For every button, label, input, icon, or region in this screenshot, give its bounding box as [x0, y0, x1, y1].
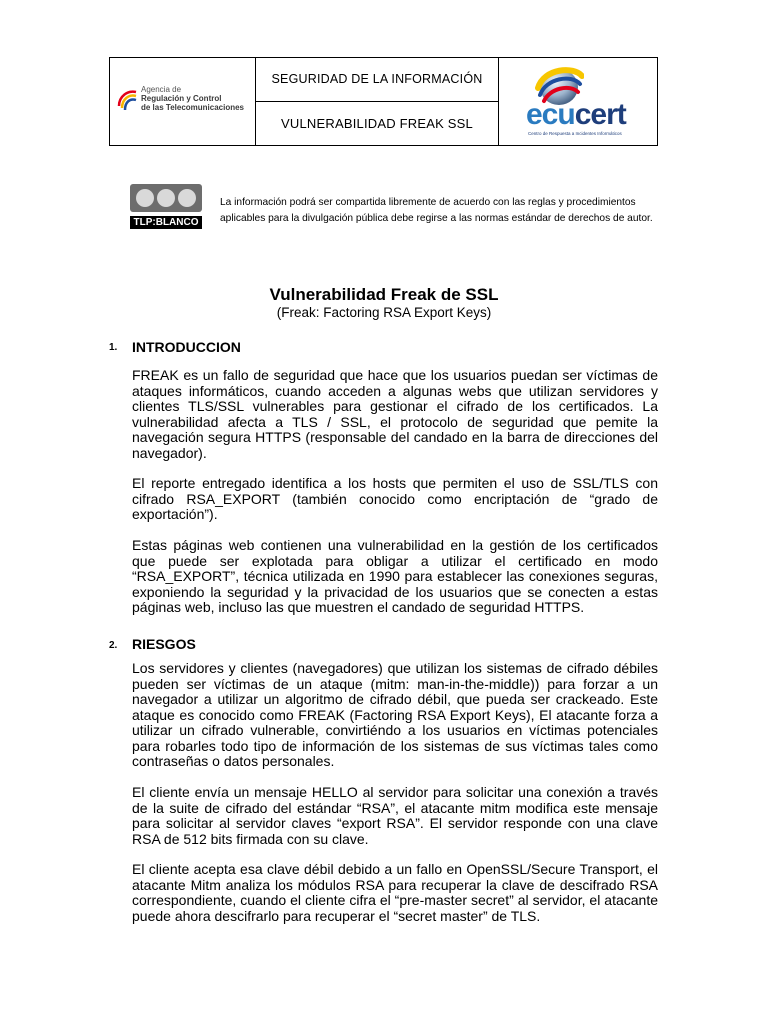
- ecucert-logo: [506, 62, 654, 142]
- ecucert-wordmark-cert: cert: [574, 98, 626, 131]
- paragraph: Estas páginas web contienen una vulnerabilidad en la gestión de los certificados que puede ser explotada para obligar a utilizar el certificado en modo “RSA_EXPORT”, técnica utilizada en 1990 para establecer las conexiones seguras, exponiendo la seguridad y la privacidad de los usuarios que se conecten a estas páginas web, incluso las que muestren el candado de seguridad HTTPS.: [132, 537, 658, 615]
- document-subtitle: (Freak: Factoring RSA Export Keys): [276, 305, 492, 320]
- paragraph: El reporte entregado identifica a los hosts que permiten el uso de SSL/TLS con cifrado RSA_EXPORT (también conocido como encriptación de “grado de exportación”).: [132, 475, 658, 522]
- document-header: [109, 57, 658, 146]
- agency-logo-line: Agencia de: [141, 85, 182, 94]
- agency-logo-line: Regulación y Control: [141, 94, 222, 103]
- tlp-notice: La información podrá ser compartida libremente de acuerdo con las reglas y procedimientos aplicables para la divulgación pública debe regirse a las normas estándar de derechos de autor.: [220, 197, 653, 224]
- section-number: 1.: [109, 342, 118, 353]
- ecucert-tagline: Centro de Respuesta a Incidentes Informáticos: [528, 131, 622, 136]
- ecucert-wordmark: [526, 98, 626, 132]
- agency-logo-line: de las Telecomunicaciones: [141, 103, 245, 112]
- document-title: Vulnerabilidad Freak de SSL: [269, 285, 499, 304]
- tlp-badge: [130, 184, 202, 230]
- header-divider: [255, 101, 498, 102]
- light-dot: [178, 189, 196, 207]
- section-heading: INTRODUCCION: [132, 339, 241, 355]
- agency-logo: [116, 82, 254, 122]
- ecucert-wordmark-ecu: ecu: [526, 98, 575, 131]
- light-dot: [157, 189, 175, 207]
- header-document-label: VULNERABILIDAD FREAK SSL: [281, 116, 473, 131]
- traffic-light-icon: [130, 184, 202, 212]
- tlp-label: TLP:BLANCO: [130, 216, 202, 229]
- section-heading: RIESGOS: [132, 636, 196, 652]
- paragraph: El cliente acepta esa clave débil debido a un fallo en OpenSSL/Secure Transport, el atacante Mitm analiza los módulos RSA para recuperar la clave de descifrado RSA correspondiente, cuando el cliente cifra el “pre-master secret” al servidor, el atacante puede ahora descifrarlo para recuperar el “secret master” de TLS.: [132, 861, 658, 924]
- header-section-label: SEGURIDAD DE LA INFORMACIÓN: [271, 72, 483, 86]
- section-number: 2.: [109, 640, 118, 651]
- light-dot: [136, 189, 154, 207]
- paragraph: Los servidores y clientes (navegadores) que utilizan los sistemas de cifrado débiles pueden ser víctimas de un ataque (mitm: man-in-the-middle)) para forzar a un navegador a utilizar un algoritmo de cifrado débil, que pueda ser crackeado. Este ataque es conocido como FREAK (Factoring RSA Export Keys), El atacante forza a utilizar un cifrado vulnerable, convirtiéndo a los usuarios en víctimas potenciales para robarles todo tipo de información de los sistemas de sus víctimas tales como contraseñas o datos personales.: [132, 660, 658, 769]
- agency-swirl-icon: [116, 86, 138, 112]
- paragraph: FREAK es un fallo de seguridad que hace que los usuarios puedan ser víctimas de ataques informáticos, cuando acceden a algunas webs que utilizan servidores y clientes TLS/SSL vulnerables para gestionar el cifrado de los certificados. La vulnerabilidad afecta a TLS / SSL, el protocolo de seguridad que pemite la navegación segura HTTPS (responsable del candado en la barra de direcciones del navegador).: [132, 367, 658, 461]
- paragraph: El cliente envía un mensaje HELLO al servidor para solicitar una conexión a través de la suite de cifrado del estándar “RSA”, el atacante mitm modifica este mensaje para solicitar al servidor claves “export RSA”. El servidor responde con una clave RSA de 512 bits firmada con su clave.: [132, 784, 658, 847]
- header-divider: [498, 58, 499, 145]
